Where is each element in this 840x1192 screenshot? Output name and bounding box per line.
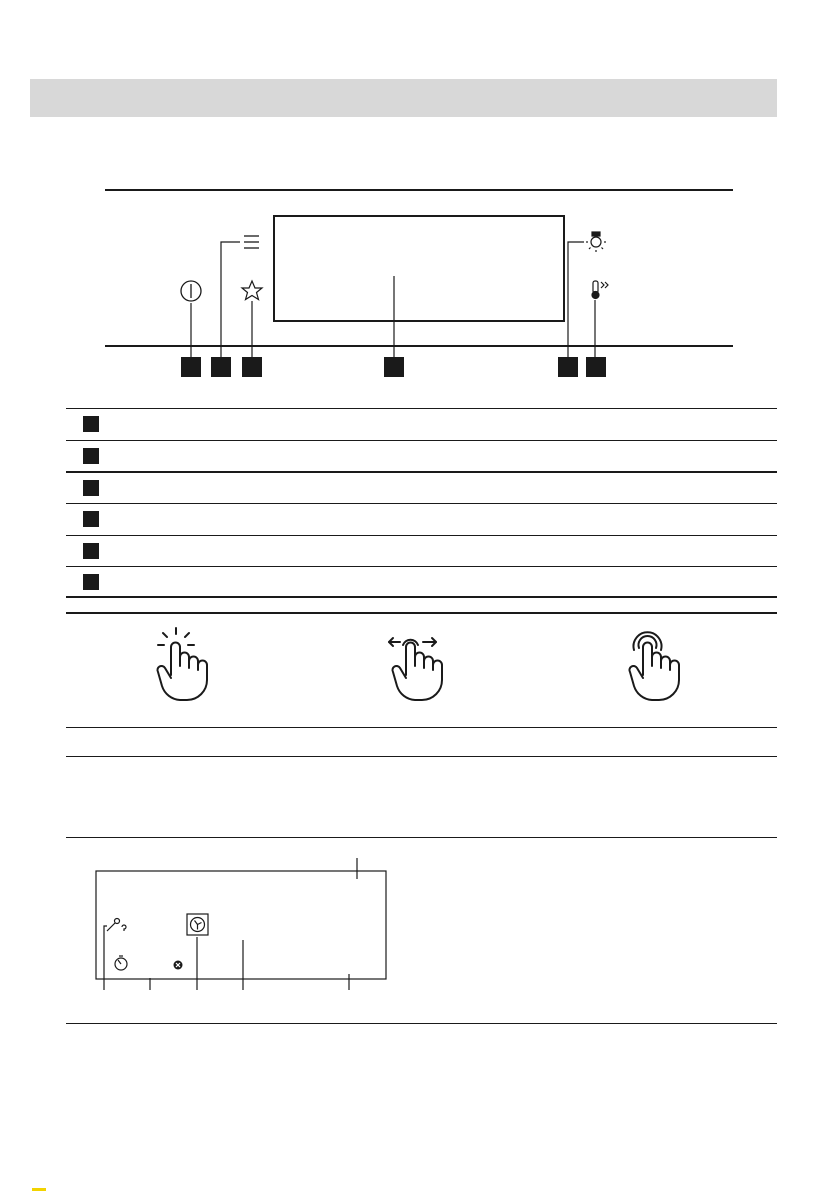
gesture-table-bottom-rule [66,1023,777,1024]
menu-icon [244,236,259,248]
swipe-hand-icon [389,638,442,700]
display-window [274,216,564,321]
legend-row [66,409,777,440]
display-detail-frame [96,871,386,979]
star-icon [242,281,262,300]
page-corner-mark [32,1188,46,1191]
on-off-icon [181,281,201,301]
gesture-table-rule [66,837,777,838]
callout-markers [181,357,606,377]
legend-marker [83,480,99,496]
fast-heat-up-icon [592,281,608,299]
callout-marker-6 [586,357,606,377]
gesture-table-rule [66,756,777,757]
meat-probe-icon [107,919,126,932]
gesture-table-rule [66,727,777,728]
callout-marker-5 [558,357,578,377]
legend-marker [83,416,99,432]
fan-heating-icon [187,914,208,935]
timer-icon [115,956,127,970]
legend-row [66,567,777,598]
lamp-icon [586,232,606,252]
callout-marker-1 [181,357,201,377]
legend-marker [83,574,99,590]
tap-hand-icon [157,628,207,700]
legend-row [66,504,777,535]
callout-marker-3 [242,357,262,377]
legend-row [66,536,777,567]
legend-row [66,473,777,504]
legend-marker [83,448,99,464]
legend-marker [83,543,99,559]
callout-marker-4 [384,357,404,377]
legend-marker [83,511,99,527]
gesture-table-top-rule [66,612,777,614]
touch-hold-hand-icon [629,632,679,700]
cancel-icon [174,961,183,970]
legend-row [66,441,777,472]
callout-marker-2 [211,357,231,377]
legend-bottom-rule [66,596,777,598]
